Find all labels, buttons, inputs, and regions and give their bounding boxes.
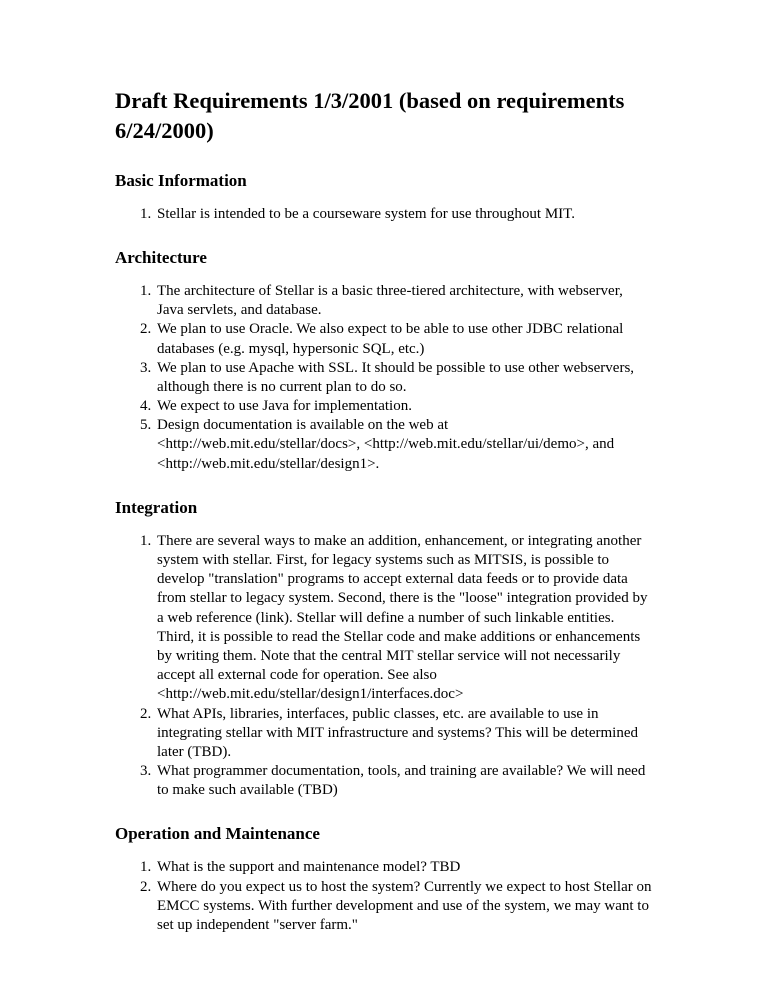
document-title: Draft Requirements 1/3/2001 (based on requirements 6/24/2000) bbox=[115, 88, 625, 144]
list-item: 1. Stellar is intended to be a courseware system for use throughout MIT. bbox=[155, 205, 653, 224]
list-item: 2. We plan to use Oracle. We also expect to be able to use other JDBC relational databases (e.g. mysql, hypersonic SQL, etc.) bbox=[155, 320, 653, 358]
section-heading: Basic Information bbox=[115, 170, 247, 190]
list-item: 3. We plan to use Apache with SSL. It should be possible to use other webservers, although there is no current plan to do so. bbox=[155, 359, 653, 397]
section-heading: Architecture bbox=[115, 247, 207, 267]
numbered-list bbox=[115, 532, 653, 801]
list-item: 1. What is the support and maintenance model? TBD bbox=[155, 858, 653, 877]
numbered-list bbox=[115, 858, 653, 935]
list-item: 4. We expect to use Java for implementation. bbox=[155, 397, 653, 416]
list-item: 2. What APIs, libraries, interfaces, public classes, etc. are available to use in integrating stellar with MIT infrastructure and systems? This will be determined later (TBD). bbox=[155, 705, 653, 763]
list-item: 1. The architecture of Stellar is a basic three-tiered architecture, with webserver, Java servlets, and database. bbox=[155, 282, 653, 320]
list-item: 5. Design documentation is available on the web at <http://web.mit.edu/stellar/docs>, <http://web.mit.edu/stellar/ui/demo>, and <http://web.mit.edu/stellar/design1>. bbox=[155, 416, 653, 474]
list-item: 1. There are several ways to make an addition, enhancement, or integrating another system with stellar. First, for legacy systems such as MITSIS, is possible to develop "translation" programs to accept external data feeds or to provide data from stellar to legacy system. Second, there is the "loose" integration provided by a web reference (link). Stellar will define a number of such linkable entities. Third, it is possible to read the Stellar code and make additions or enhancements by writing them. Note that the central MIT stellar service will not necessarily accept all external code for operation. See also <http://web.mit.edu/stellar/design1/interfaces.doc> bbox=[155, 532, 653, 705]
section-architecture bbox=[115, 248, 653, 474]
section-operation-and-maintenance bbox=[115, 824, 653, 935]
list-item: 3. What programmer documentation, tools, and training are available? We will need to make such available (TBD) bbox=[155, 762, 653, 800]
numbered-list bbox=[115, 282, 653, 474]
section-heading: Operation and Maintenance bbox=[115, 824, 320, 844]
numbered-list bbox=[115, 205, 653, 224]
section-basic-information bbox=[115, 171, 653, 224]
section-integration bbox=[115, 498, 653, 801]
section-heading: Integration bbox=[115, 497, 198, 517]
list-item: 2. Where do you expect us to host the system? Currently we expect to host Stellar on EMCC systems. With further development and use of the system, we may want to set up independent "server farm." bbox=[155, 878, 653, 936]
